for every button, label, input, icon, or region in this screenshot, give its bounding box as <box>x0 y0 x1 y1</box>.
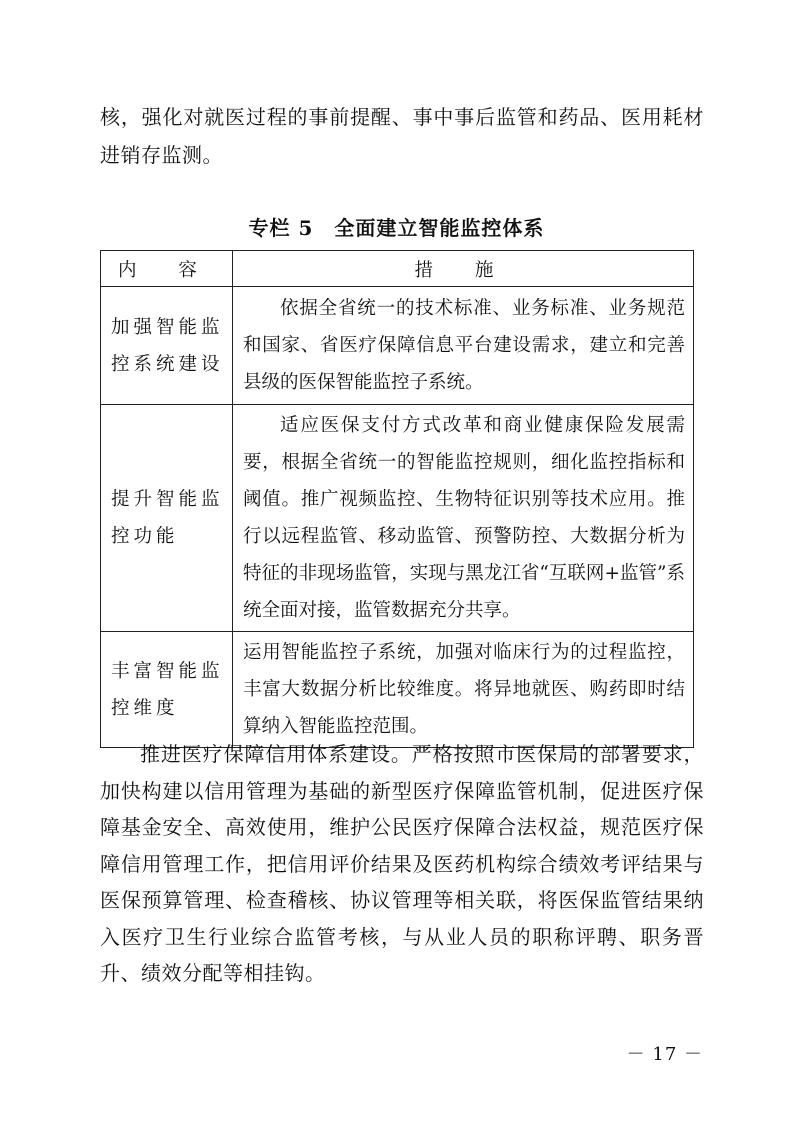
box-title: 专栏 5 全面建立智能监控体系 <box>248 216 545 240</box>
row-name: 丰富智能监控维度 <box>101 632 233 748</box>
table-row <box>101 287 694 405</box>
intro-paragraph: 核，强化对就医过程的事前提醒、事中事后监管和药品、医用耗材进销存监测。 <box>100 105 704 167</box>
table-row <box>101 632 694 748</box>
table-row <box>101 405 694 632</box>
page-number: － 17 － <box>626 1044 703 1065</box>
row-measure: 依据全省统一的技术标准、业务标准、业务规范和国家、省医疗保障信息平台建设需求，建立和完善县级的医保智能监控子系统。 <box>233 287 694 405</box>
row-measure: 运用智能监控子系统，加强对临床行为的过程监控，丰富大数据分析比较维度。将异地就医、购药即时结算纳入智能监控范围。 <box>233 632 694 748</box>
header-measures: 措 施 <box>233 251 694 287</box>
table-header-row <box>101 251 694 287</box>
row-name: 提升智能监控功能 <box>101 405 233 632</box>
measures-table <box>100 250 694 748</box>
row-measure: 适应医保支付方式改革和商业健康保险发展需要，根据全省统一的智能监控规则，细化监控指标和阈值。推广视频监控、生物特征识别等技术应用。推行以远程监管、移动监管、预警防控、大数据分析为特征的非现场监管，实现与黑龙江省“互联网+监管”系统全面对接，监管数据充分共享。 <box>233 405 694 632</box>
body-paragraph: 推进医疗保障信用体系建设。严格按照市医保局的部署要求，加快构建以信用管理为基础的新型医疗保障监管机制，促进医疗保障基金安全、高效使用，维护公民医疗保障合法权益，规范医疗保障信用管理工作，把信用评价结果及医药机构综合绩效考评结果与医保预算管理、检查稽核、协议管理等相关联，将医保监管结果纳入医疗卫生行业综合监管考核，与从业人员的职称评聘、职务晋升、绩效分配等相挂钩。 <box>100 742 704 985</box>
row-name: 加强智能监控系统建设 <box>101 287 233 405</box>
header-content: 内 容 <box>101 251 233 287</box>
